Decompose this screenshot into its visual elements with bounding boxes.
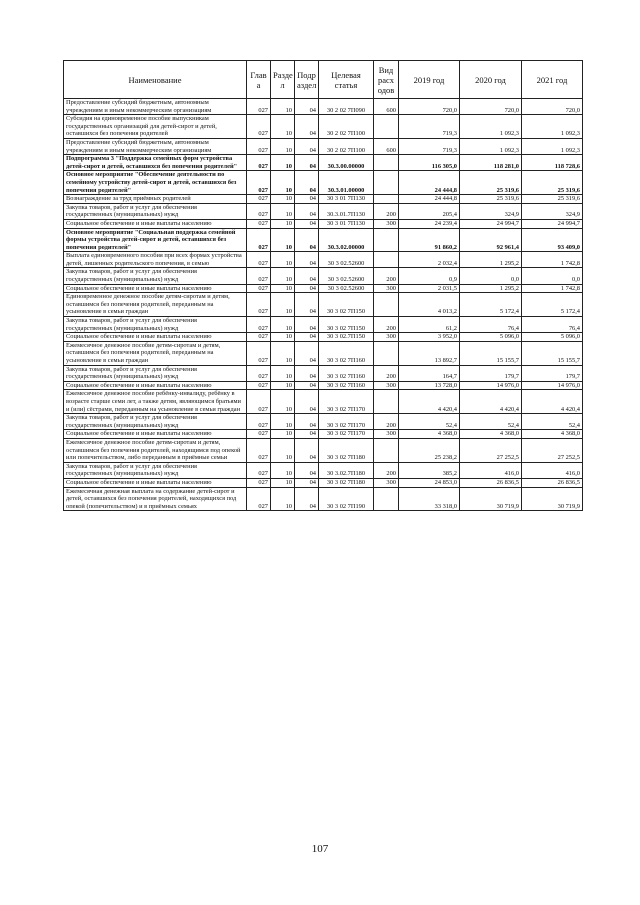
cell-name: Ежемесячное денежное пособие детям-сиротам и детям, оставшимся без попечения родителей, находящимся под опекой или попечительством, либо переданным в приёмные семьи — [64, 438, 247, 462]
cell-target: 30 3 02.7П150 — [319, 333, 374, 342]
cell-2019: 0,9 — [399, 268, 460, 284]
cell-vid — [374, 155, 399, 171]
cell-glava: 027 — [247, 115, 271, 139]
cell-2019: 52,4 — [399, 414, 460, 430]
cell-vid — [374, 228, 399, 252]
cell-target: 30 3 02.52600 — [319, 268, 374, 284]
col-header-2021: 2021 год — [522, 61, 583, 99]
cell-glava: 027 — [247, 228, 271, 252]
cell-2020: 0,0 — [460, 268, 522, 284]
cell-razdel: 10 — [271, 252, 295, 268]
cell-2021: 25 319,6 — [522, 195, 583, 204]
cell-2019: 13 892,7 — [399, 341, 460, 365]
cell-glava: 027 — [247, 195, 271, 204]
table-row — [64, 487, 583, 511]
cell-razdel: 10 — [271, 268, 295, 284]
cell-2019: 24 444,8 — [399, 171, 460, 195]
table-row — [64, 195, 583, 204]
cell-glava: 027 — [247, 438, 271, 462]
cell-2019: 719,3 — [399, 138, 460, 154]
cell-vid: 300 — [374, 381, 399, 390]
cell-vid — [374, 390, 399, 414]
cell-2019: 24 239,4 — [399, 219, 460, 228]
cell-podrazdel: 04 — [295, 381, 319, 390]
cell-podrazdel: 04 — [295, 268, 319, 284]
cell-glava: 027 — [247, 268, 271, 284]
cell-2020: 324,9 — [460, 203, 522, 219]
cell-2021: 93 409,0 — [522, 228, 583, 252]
cell-2020: 5 172,4 — [460, 293, 522, 317]
cell-2020: 1 295,2 — [460, 252, 522, 268]
table-row — [64, 171, 583, 195]
cell-2019: 720,0 — [399, 99, 460, 115]
cell-2021: 720,0 — [522, 99, 583, 115]
cell-podrazdel: 04 — [295, 115, 319, 139]
cell-glava: 027 — [247, 365, 271, 381]
table-row — [64, 390, 583, 414]
cell-2021: 25 319,6 — [522, 171, 583, 195]
cell-2020: 92 961,4 — [460, 228, 522, 252]
cell-vid: 300 — [374, 333, 399, 342]
cell-razdel: 10 — [271, 430, 295, 439]
cell-2020: 52,4 — [460, 414, 522, 430]
cell-name: Социальное обеспечение и иные выплаты населению — [64, 478, 247, 487]
cell-target: 30 2 02 7П090 — [319, 99, 374, 115]
cell-2020: 416,0 — [460, 462, 522, 478]
cell-2020: 5 096,0 — [460, 333, 522, 342]
cell-target: 30 3 02 7П190 — [319, 487, 374, 511]
cell-2021: 30 719,9 — [522, 487, 583, 511]
cell-2019: 3 952,0 — [399, 333, 460, 342]
cell-name: Предоставление субсидий бюджетным, автономным учреждениям и иным некоммерческим организациям — [64, 138, 247, 154]
cell-2021: 118 728,6 — [522, 155, 583, 171]
cell-2020: 14 976,0 — [460, 381, 522, 390]
cell-podrazdel: 04 — [295, 195, 319, 204]
cell-2020: 1 092,3 — [460, 138, 522, 154]
cell-razdel: 10 — [271, 341, 295, 365]
cell-name: Закупка товаров, работ и услуг для обеспечения государственных (муниципальных) нужд — [64, 268, 247, 284]
cell-podrazdel: 04 — [295, 430, 319, 439]
cell-razdel: 10 — [271, 438, 295, 462]
table-row — [64, 462, 583, 478]
cell-vid: 600 — [374, 99, 399, 115]
cell-2021: 1 092,3 — [522, 115, 583, 139]
table-row — [64, 155, 583, 171]
cell-vid — [374, 438, 399, 462]
cell-razdel: 10 — [271, 365, 295, 381]
cell-glava: 027 — [247, 487, 271, 511]
cell-2019: 2 031,5 — [399, 284, 460, 293]
cell-vid: 200 — [374, 268, 399, 284]
cell-2019: 33 318,0 — [399, 487, 460, 511]
table-row — [64, 333, 583, 342]
cell-target: 30 3 02 7П170 — [319, 390, 374, 414]
cell-vid — [374, 115, 399, 139]
budget-table — [63, 60, 583, 511]
cell-vid — [374, 487, 399, 511]
cell-vid: 300 — [374, 478, 399, 487]
cell-name: Вознаграждение за труд приёмных родителей — [64, 195, 247, 204]
cell-target: 30 3 02 7П170 — [319, 430, 374, 439]
cell-podrazdel: 04 — [295, 99, 319, 115]
cell-name: Основное мероприятие "Обеспечение деятельности по семейному устройству детей-сирот и детей, оставшихся без попечения родителей" — [64, 171, 247, 195]
cell-vid — [374, 341, 399, 365]
cell-podrazdel: 04 — [295, 365, 319, 381]
table-row — [64, 268, 583, 284]
cell-2021: 1 742,8 — [522, 252, 583, 268]
cell-target: 30 3 02.52600 — [319, 284, 374, 293]
cell-2021: 27 252,5 — [522, 438, 583, 462]
cell-2020: 179,7 — [460, 365, 522, 381]
cell-podrazdel: 04 — [295, 487, 319, 511]
cell-name: Социальное обеспечение и иные выплаты населению — [64, 219, 247, 228]
cell-2021: 1 092,3 — [522, 138, 583, 154]
cell-name: Ежемесячная денежная выплата на содержание детей-сирот и детей, оставшихся без попечения родителей, находящихся под опекой (попечительством) и в приёмных семьях — [64, 487, 247, 511]
cell-glava: 027 — [247, 333, 271, 342]
cell-2020: 1 295,2 — [460, 284, 522, 293]
cell-podrazdel: 04 — [295, 438, 319, 462]
cell-podrazdel: 04 — [295, 333, 319, 342]
table-row — [64, 203, 583, 219]
cell-2021: 1 742,8 — [522, 284, 583, 293]
cell-2021: 4 420,4 — [522, 390, 583, 414]
cell-glava: 027 — [247, 317, 271, 333]
cell-glava: 027 — [247, 203, 271, 219]
cell-glava: 027 — [247, 381, 271, 390]
col-header-2019: 2019 год — [399, 61, 460, 99]
cell-target: 30.3.01.7П130 — [319, 203, 374, 219]
cell-target: 30 3 01 7П130 — [319, 195, 374, 204]
table-row — [64, 381, 583, 390]
table-row — [64, 430, 583, 439]
cell-2020: 24 994,7 — [460, 219, 522, 228]
cell-target: 30 3.02.7П180 — [319, 462, 374, 478]
cell-glava: 027 — [247, 341, 271, 365]
cell-razdel: 10 — [271, 293, 295, 317]
cell-vid — [374, 195, 399, 204]
cell-razdel: 10 — [271, 195, 295, 204]
cell-name: Социальное обеспечение и иные выплаты населению — [64, 430, 247, 439]
cell-2021: 14 976,0 — [522, 381, 583, 390]
cell-vid — [374, 293, 399, 317]
cell-name: Закупка товаров, работ и услуг для обеспечения государственных (муниципальных) нужд — [64, 365, 247, 381]
cell-razdel: 10 — [271, 228, 295, 252]
table-row — [64, 341, 583, 365]
cell-razdel: 10 — [271, 219, 295, 228]
cell-vid: 600 — [374, 138, 399, 154]
table-body — [64, 99, 583, 511]
col-header-name: Наименование — [64, 61, 247, 99]
cell-razdel: 10 — [271, 487, 295, 511]
table-row — [64, 317, 583, 333]
cell-vid: 200 — [374, 365, 399, 381]
cell-razdel: 10 — [271, 462, 295, 478]
cell-razdel: 10 — [271, 115, 295, 139]
cell-podrazdel: 04 — [295, 414, 319, 430]
cell-vid: 200 — [374, 414, 399, 430]
cell-podrazdel: 04 — [295, 284, 319, 293]
cell-podrazdel: 04 — [295, 478, 319, 487]
cell-name: Закупка товаров, работ и услуг для обеспечения государственных (муниципальных) нужд — [64, 462, 247, 478]
cell-razdel: 10 — [271, 155, 295, 171]
cell-2019: 205,4 — [399, 203, 460, 219]
cell-target: 30 2 02 7П100 — [319, 138, 374, 154]
cell-podrazdel: 04 — [295, 462, 319, 478]
cell-razdel: 10 — [271, 284, 295, 293]
cell-2020: 720,0 — [460, 99, 522, 115]
cell-podrazdel: 04 — [295, 138, 319, 154]
table-row — [64, 138, 583, 154]
table-row — [64, 252, 583, 268]
cell-glava: 027 — [247, 284, 271, 293]
col-header-podrazdel: Подр аздел — [295, 61, 319, 99]
table-row — [64, 99, 583, 115]
cell-podrazdel: 04 — [295, 203, 319, 219]
cell-glava: 027 — [247, 171, 271, 195]
cell-name: Предоставление субсидий бюджетным, автономным учреждениям и иным некоммерческим организациям — [64, 99, 247, 115]
cell-podrazdel: 04 — [295, 390, 319, 414]
cell-vid: 200 — [374, 317, 399, 333]
cell-name: Ежемесячное денежное пособие детям-сиротам и детям, оставшимся без попечения родителей, переданным на усыновление в семьи граждан — [64, 341, 247, 365]
cell-2020: 25 319,6 — [460, 195, 522, 204]
cell-target: 30 3 02 7П150 — [319, 317, 374, 333]
col-header-target: Целевая статья — [319, 61, 374, 99]
cell-razdel: 10 — [271, 317, 295, 333]
cell-name: Подпрограмма 3 "Поддержка семейных форм устройства детей-сирот и детей, оставшихся без попечения родителей" — [64, 155, 247, 171]
cell-glava: 027 — [247, 390, 271, 414]
cell-2020: 1 092,3 — [460, 115, 522, 139]
cell-target: 30 2 02 7П100 — [319, 115, 374, 139]
cell-target: 30 3 02 7П160 — [319, 341, 374, 365]
cell-target: 30 3 02 7П170 — [319, 414, 374, 430]
cell-razdel: 10 — [271, 99, 295, 115]
cell-podrazdel: 04 — [295, 228, 319, 252]
cell-vid: 300 — [374, 430, 399, 439]
cell-2021: 52,4 — [522, 414, 583, 430]
cell-2019: 4 013,2 — [399, 293, 460, 317]
cell-podrazdel: 04 — [295, 252, 319, 268]
cell-2021: 4 368,0 — [522, 430, 583, 439]
table-row — [64, 478, 583, 487]
cell-razdel: 10 — [271, 138, 295, 154]
table-row — [64, 284, 583, 293]
cell-2021: 324,9 — [522, 203, 583, 219]
cell-podrazdel: 04 — [295, 317, 319, 333]
table-row — [64, 365, 583, 381]
cell-target: 30 3 02 7П180 — [319, 438, 374, 462]
cell-2021: 15 155,7 — [522, 341, 583, 365]
cell-2021: 26 836,5 — [522, 478, 583, 487]
cell-2019: 4 420,4 — [399, 390, 460, 414]
cell-2019: 13 728,0 — [399, 381, 460, 390]
cell-target: 30 3 02 7П180 — [319, 478, 374, 487]
cell-razdel: 10 — [271, 390, 295, 414]
cell-target: 30.3.02.00000 — [319, 228, 374, 252]
cell-glava: 027 — [247, 99, 271, 115]
cell-2019: 24 444,8 — [399, 195, 460, 204]
cell-name: Основное мероприятие "Социальная поддержка семейной формы устройства детей-сирот и детей, оставшихся без попечения родителей" — [64, 228, 247, 252]
cell-2019: 2 032,4 — [399, 252, 460, 268]
table-row — [64, 293, 583, 317]
cell-2019: 91 860,2 — [399, 228, 460, 252]
table-row — [64, 438, 583, 462]
cell-name: Закупка товаров, работ и услуг для обеспечения государственных (муниципальных) нужд — [64, 317, 247, 333]
cell-glava: 027 — [247, 252, 271, 268]
cell-name: Закупка товаров, работ и услуг для обеспечения государственных (муниципальных) нужд — [64, 414, 247, 430]
cell-2020: 26 836,5 — [460, 478, 522, 487]
cell-name: Выплата единовременного пособия при всех формах устройства детей, лишенных родительского попечения, в семью — [64, 252, 247, 268]
cell-2021: 24 994,7 — [522, 219, 583, 228]
cell-name: Субсидия на единовременное пособие выпускникам государственных организаций для детей-сирот и детей, оставшихся без попечения родителей — [64, 115, 247, 139]
cell-2020: 76,4 — [460, 317, 522, 333]
table-row — [64, 219, 583, 228]
cell-glava: 027 — [247, 155, 271, 171]
cell-2019: 61,2 — [399, 317, 460, 333]
cell-2020: 4 368,0 — [460, 430, 522, 439]
cell-2021: 179,7 — [522, 365, 583, 381]
table-row — [64, 228, 583, 252]
cell-vid — [374, 171, 399, 195]
table-header-row — [64, 61, 583, 99]
cell-2020: 27 252,5 — [460, 438, 522, 462]
cell-podrazdel: 04 — [295, 171, 319, 195]
cell-razdel: 10 — [271, 381, 295, 390]
cell-podrazdel: 04 — [295, 219, 319, 228]
cell-2019: 24 853,0 — [399, 478, 460, 487]
cell-2020: 15 155,7 — [460, 341, 522, 365]
cell-2019: 385,2 — [399, 462, 460, 478]
cell-2021: 76,4 — [522, 317, 583, 333]
cell-podrazdel: 04 — [295, 341, 319, 365]
cell-razdel: 10 — [271, 414, 295, 430]
cell-razdel: 10 — [271, 171, 295, 195]
cell-2019: 25 238,2 — [399, 438, 460, 462]
cell-2020: 4 420,4 — [460, 390, 522, 414]
cell-vid: 300 — [374, 284, 399, 293]
cell-glava: 027 — [247, 138, 271, 154]
col-header-vid: Вид расх одов — [374, 61, 399, 99]
cell-name: Социальное обеспечение и иные выплаты населению — [64, 381, 247, 390]
cell-glava: 027 — [247, 219, 271, 228]
cell-razdel: 10 — [271, 333, 295, 342]
col-header-2020: 2020 год — [460, 61, 522, 99]
cell-name: Социальное обеспечение и иные выплаты населению — [64, 284, 247, 293]
cell-target: 30 3 02 7П160 — [319, 381, 374, 390]
cell-2021: 0,0 — [522, 268, 583, 284]
cell-vid — [374, 252, 399, 268]
cell-2019: 719,3 — [399, 115, 460, 139]
cell-2021: 5 096,0 — [522, 333, 583, 342]
cell-vid: 200 — [374, 203, 399, 219]
cell-vid: 300 — [374, 219, 399, 228]
table-row — [64, 115, 583, 139]
cell-razdel: 10 — [271, 203, 295, 219]
cell-glava: 027 — [247, 293, 271, 317]
cell-2020: 30 719,9 — [460, 487, 522, 511]
cell-2020: 25 319,6 — [460, 171, 522, 195]
cell-target: 30 3 01 7П130 — [319, 219, 374, 228]
cell-target: 30 3 02.52600 — [319, 252, 374, 268]
table-row — [64, 414, 583, 430]
cell-name: Социальное обеспечение и иные выплаты населению — [64, 333, 247, 342]
cell-name: Ежемесячное денежное пособие ребёнку-инвалиду, ребёнку в возрасте старше семи лет, а также детям, являющимся братьями и (или) сёстрами, переданным на усыновление в семьи граждан — [64, 390, 247, 414]
cell-vid: 200 — [374, 462, 399, 478]
cell-2019: 164,7 — [399, 365, 460, 381]
cell-2020: 118 281,0 — [460, 155, 522, 171]
cell-2021: 5 172,4 — [522, 293, 583, 317]
cell-glava: 027 — [247, 478, 271, 487]
cell-glava: 027 — [247, 414, 271, 430]
cell-target: 30 3 02 7П150 — [319, 293, 374, 317]
cell-glava: 027 — [247, 462, 271, 478]
cell-glava: 027 — [247, 430, 271, 439]
cell-name: Закупка товаров, работ и услуг для обеспечения государственных (муниципальных) нужд — [64, 203, 247, 219]
cell-name: Единовременное денежное пособие детям-сиротам и детям, оставшимся без попечения родителей, переданным на усыновление в семьи граждан — [64, 293, 247, 317]
cell-podrazdel: 04 — [295, 293, 319, 317]
cell-razdel: 10 — [271, 478, 295, 487]
cell-2019: 116 305,0 — [399, 155, 460, 171]
cell-target: 30 3 02 7П160 — [319, 365, 374, 381]
cell-target: 30.3.01.00000 — [319, 171, 374, 195]
page-number: 107 — [311, 843, 329, 855]
cell-2021: 416,0 — [522, 462, 583, 478]
col-header-razdel: Разде л — [271, 61, 295, 99]
cell-target: 30.3.00.00000 — [319, 155, 374, 171]
cell-2019: 4 368,0 — [399, 430, 460, 439]
col-header-glava: Глав а — [247, 61, 271, 99]
cell-podrazdel: 04 — [295, 155, 319, 171]
